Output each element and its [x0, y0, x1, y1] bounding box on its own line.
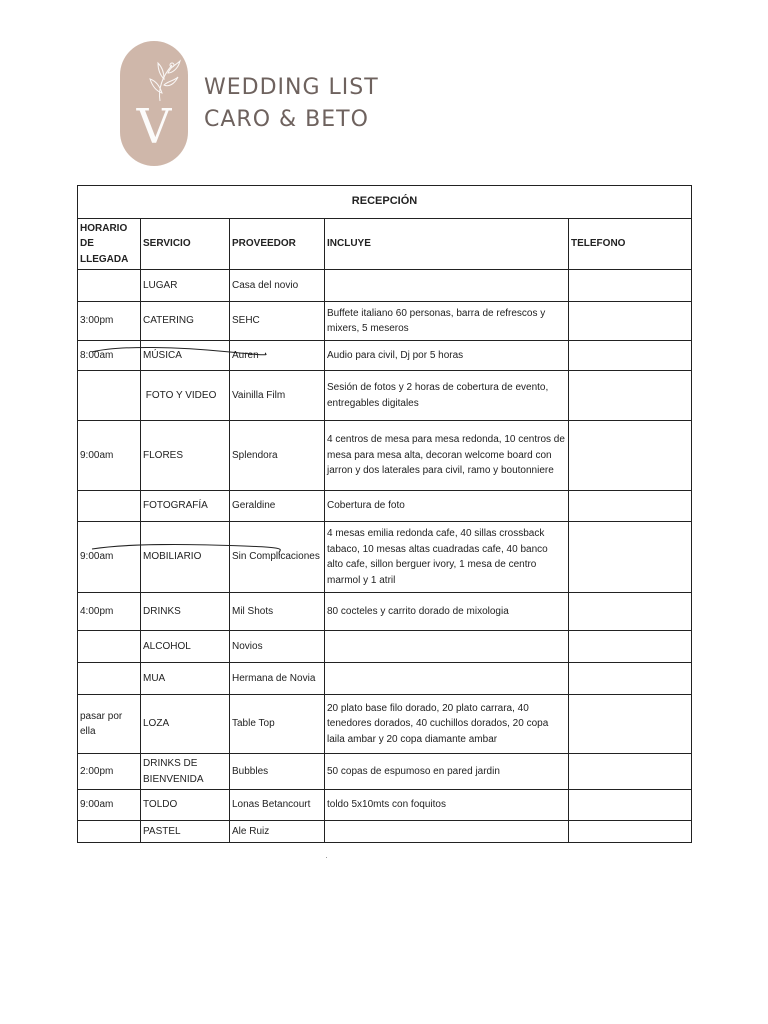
cell-horario: 2:00pm	[78, 754, 141, 790]
cell-proveedor: Novios	[230, 631, 325, 663]
monogram-logo	[120, 41, 188, 166]
table-row	[78, 421, 692, 491]
cell-telefono	[569, 695, 692, 754]
cell-telefono	[569, 270, 692, 302]
cell-incluye: 4 mesas emilia redonda cafe, 40 sillas crossback tabaco, 10 mesas altas cuadradas cafe, 40 banco alto cafe, sillon berguer ivory, 1 mesa de centro marmol y 1 atril	[325, 522, 569, 593]
cell-servicio	[141, 341, 230, 371]
cell-telefono	[569, 754, 692, 790]
cell-servicio: FOTOGRAFÍA	[141, 491, 230, 522]
cell-horario	[78, 371, 141, 421]
struck-servicio: MÚSICA	[143, 349, 182, 361]
cell-proveedor: Geraldine	[230, 491, 325, 522]
cell-incluye	[325, 663, 569, 695]
table-row	[78, 302, 692, 341]
table-row	[78, 754, 692, 790]
cell-servicio: MOBILIARIO	[141, 522, 230, 593]
cell-proveedor: Vainilla Film	[230, 371, 325, 421]
cell-servicio: PASTEL	[141, 821, 230, 843]
table-row	[78, 522, 692, 593]
table-row	[78, 341, 692, 371]
header-proveedor: PROVEEDOR	[230, 219, 325, 270]
cell-proveedor: Bubbles	[230, 754, 325, 790]
table-row	[78, 663, 692, 695]
cell-horario	[78, 821, 141, 843]
header-row	[78, 219, 692, 270]
cell-proveedor	[230, 341, 325, 371]
title-line-2: CARO & BETO	[204, 107, 369, 132]
cell-servicio: DRINKS	[141, 593, 230, 631]
cell-servicio: CATERING	[141, 302, 230, 341]
cell-incluye: Sesión de fotos y 2 horas de cobertura de evento, entregables digitales	[325, 371, 569, 421]
table-row	[78, 695, 692, 754]
cell-incluye: 50 copas de espumoso en pared jardin	[325, 754, 569, 790]
cell-horario	[78, 270, 141, 302]
header-horario: HORARIO DE LLEGADA	[78, 219, 141, 270]
table-row	[78, 631, 692, 663]
header-servicio: SERVICIO	[141, 219, 230, 270]
stray-dot	[326, 857, 327, 858]
cell-proveedor: SEHC	[230, 302, 325, 341]
cell-servicio: FLORES	[141, 421, 230, 491]
cell-horario: 8:00am	[78, 341, 141, 371]
cell-horario: 3:00pm	[78, 302, 141, 341]
cell-horario: 9:00am	[78, 790, 141, 821]
cell-servicio: MUA	[141, 663, 230, 695]
cell-incluye: toldo 5x10mts con foquitos	[325, 790, 569, 821]
header-incluye: INCLUYE	[325, 219, 569, 270]
cell-telefono	[569, 790, 692, 821]
cell-incluye: Cobertura de foto	[325, 491, 569, 522]
table-row	[78, 790, 692, 821]
struck-proveedor: Auren	[232, 349, 259, 361]
cell-telefono	[569, 491, 692, 522]
monogram-letter: V	[136, 99, 172, 155]
cell-horario: 4:00pm	[78, 593, 141, 631]
cell-servicio: LUGAR	[141, 270, 230, 302]
page-title	[204, 72, 379, 136]
cell-servicio: FOTO Y VIDEO	[141, 371, 230, 421]
cell-telefono	[569, 371, 692, 421]
cell-incluye: 20 plato base filo dorado, 20 plato carrara, 40 tenedores dorados, 40 cuchillos dorados, 20 copa laila ambar y 20 copa diamante ambar	[325, 695, 569, 754]
table-row	[78, 593, 692, 631]
cell-incluye	[325, 270, 569, 302]
cell-telefono	[569, 821, 692, 843]
cell-proveedor: Casa del novio	[230, 270, 325, 302]
cell-horario: pasar por ella	[78, 695, 141, 754]
table-row	[78, 821, 692, 843]
table-row	[78, 491, 692, 522]
cell-proveedor: Lonas Betancourt	[230, 790, 325, 821]
cell-proveedor: Hermana de Novia	[230, 663, 325, 695]
cell-telefono	[569, 421, 692, 491]
cell-horario	[78, 663, 141, 695]
cell-horario	[78, 631, 141, 663]
cell-proveedor: Table Top	[230, 695, 325, 754]
cell-servicio: ALCOHOL	[141, 631, 230, 663]
cell-incluye: Audio para civil, Dj por 5 horas	[325, 341, 569, 371]
cell-telefono	[569, 663, 692, 695]
cell-telefono	[569, 593, 692, 631]
cell-servicio: LOZA	[141, 695, 230, 754]
cell-telefono	[569, 522, 692, 593]
cell-proveedor: Ale Ruiz	[230, 821, 325, 843]
cell-horario	[78, 491, 141, 522]
cell-incluye: 4 centros de mesa para mesa redonda, 10 centros de mesa para mesa alta, decoran welcome board con jarron y dos laterales para civil, ramo y boutonniere	[325, 421, 569, 491]
title-line-1: WEDDING LIST	[204, 75, 379, 100]
cell-telefono	[569, 341, 692, 371]
header-telefono: TELEFONO	[569, 219, 692, 270]
cell-horario: 9:00am	[78, 421, 141, 491]
floral-monogram-icon	[120, 41, 188, 166]
cell-incluye: 80 cocteles y carrito dorado de mixologia	[325, 593, 569, 631]
cell-servicio: TOLDO	[141, 790, 230, 821]
cell-telefono	[569, 631, 692, 663]
cell-telefono	[569, 302, 692, 341]
table-row	[78, 270, 692, 302]
cell-incluye: Buffete italiano 60 personas, barra de refrescos y mixers, 5 meseros	[325, 302, 569, 341]
cell-servicio: DRINKS DE BIENVENIDA	[141, 754, 230, 790]
cell-horario: 9:00am	[78, 522, 141, 593]
cell-incluye	[325, 631, 569, 663]
reception-table	[77, 185, 692, 843]
section-title: RECEPCIÓN	[78, 186, 692, 219]
cell-proveedor: Mil Shots	[230, 593, 325, 631]
cell-proveedor: Splendora	[230, 421, 325, 491]
cell-proveedor: Sin Complicaciones	[230, 522, 325, 593]
table-row	[78, 371, 692, 421]
cell-incluye	[325, 821, 569, 843]
